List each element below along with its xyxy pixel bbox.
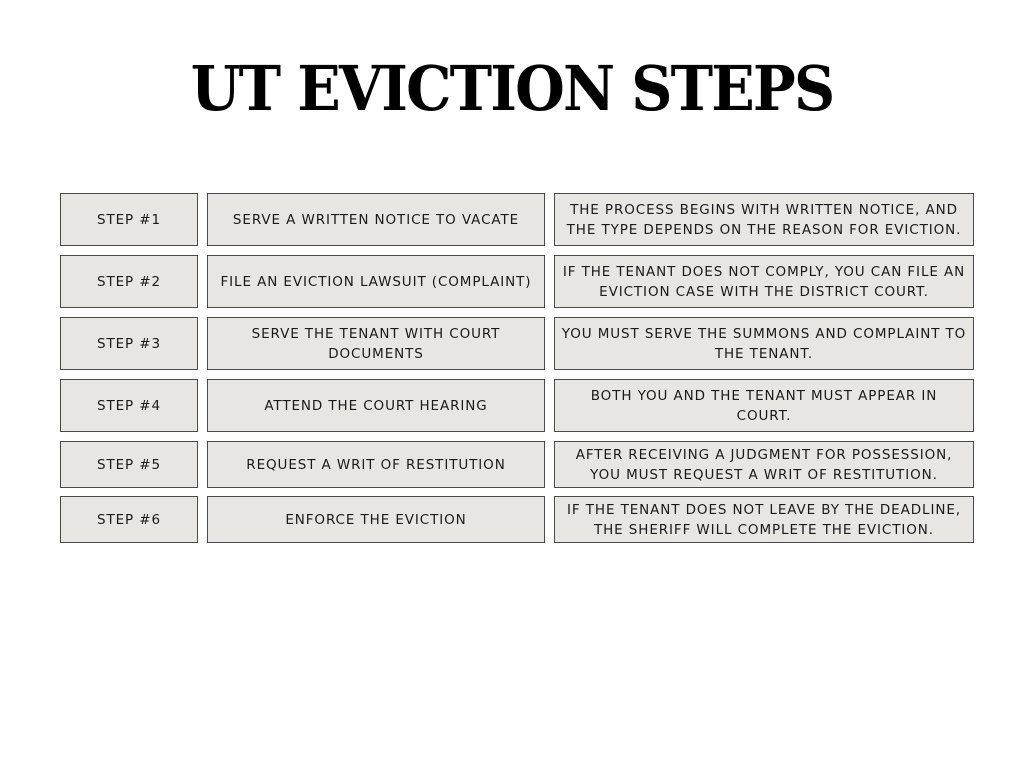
step-number: STEP #1 [60, 193, 198, 246]
page-title: UT EVICTION STEPS [190, 52, 834, 125]
step-description: THE PROCESS BEGINS WITH WRITTEN NOTICE, AND THE TYPE DEPENDS ON THE REASON FOR EVICTION. [554, 193, 974, 246]
step-row-1 [60, 193, 974, 246]
step-action: FILE AN EVICTION LAWSUIT (COMPLAINT) [207, 255, 545, 308]
step-number: STEP #6 [60, 496, 198, 543]
step-row-6 [60, 496, 974, 543]
step-row-4 [60, 379, 974, 432]
step-description: IF THE TENANT DOES NOT COMPLY, YOU CAN FILE AN EVICTION CASE WITH THE DISTRICT COURT. [554, 255, 974, 308]
step-number: STEP #4 [60, 379, 198, 432]
step-row-3 [60, 317, 974, 370]
step-action: ENFORCE THE EVICTION [207, 496, 545, 543]
step-number: STEP #5 [60, 441, 198, 488]
step-row-5 [60, 441, 974, 488]
step-action: ATTEND THE COURT HEARING [207, 379, 545, 432]
step-description: YOU MUST SERVE THE SUMMONS AND COMPLAINT TO THE TENANT. [554, 317, 974, 370]
step-action: REQUEST A WRIT OF RESTITUTION [207, 441, 545, 488]
step-row-2 [60, 255, 974, 308]
step-description: AFTER RECEIVING A JUDGMENT FOR POSSESSION, YOU MUST REQUEST A WRIT OF RESTITUTION. [554, 441, 974, 488]
step-number: STEP #2 [60, 255, 198, 308]
step-description: BOTH YOU AND THE TENANT MUST APPEAR IN COURT. [554, 379, 974, 432]
step-description: IF THE TENANT DOES NOT LEAVE BY THE DEADLINE, THE SHERIFF WILL COMPLETE THE EVICTION. [554, 496, 974, 543]
step-number: STEP #3 [60, 317, 198, 370]
step-action: SERVE THE TENANT WITH COURT DOCUMENTS [207, 317, 545, 370]
step-action: SERVE A WRITTEN NOTICE TO VACATE [207, 193, 545, 246]
